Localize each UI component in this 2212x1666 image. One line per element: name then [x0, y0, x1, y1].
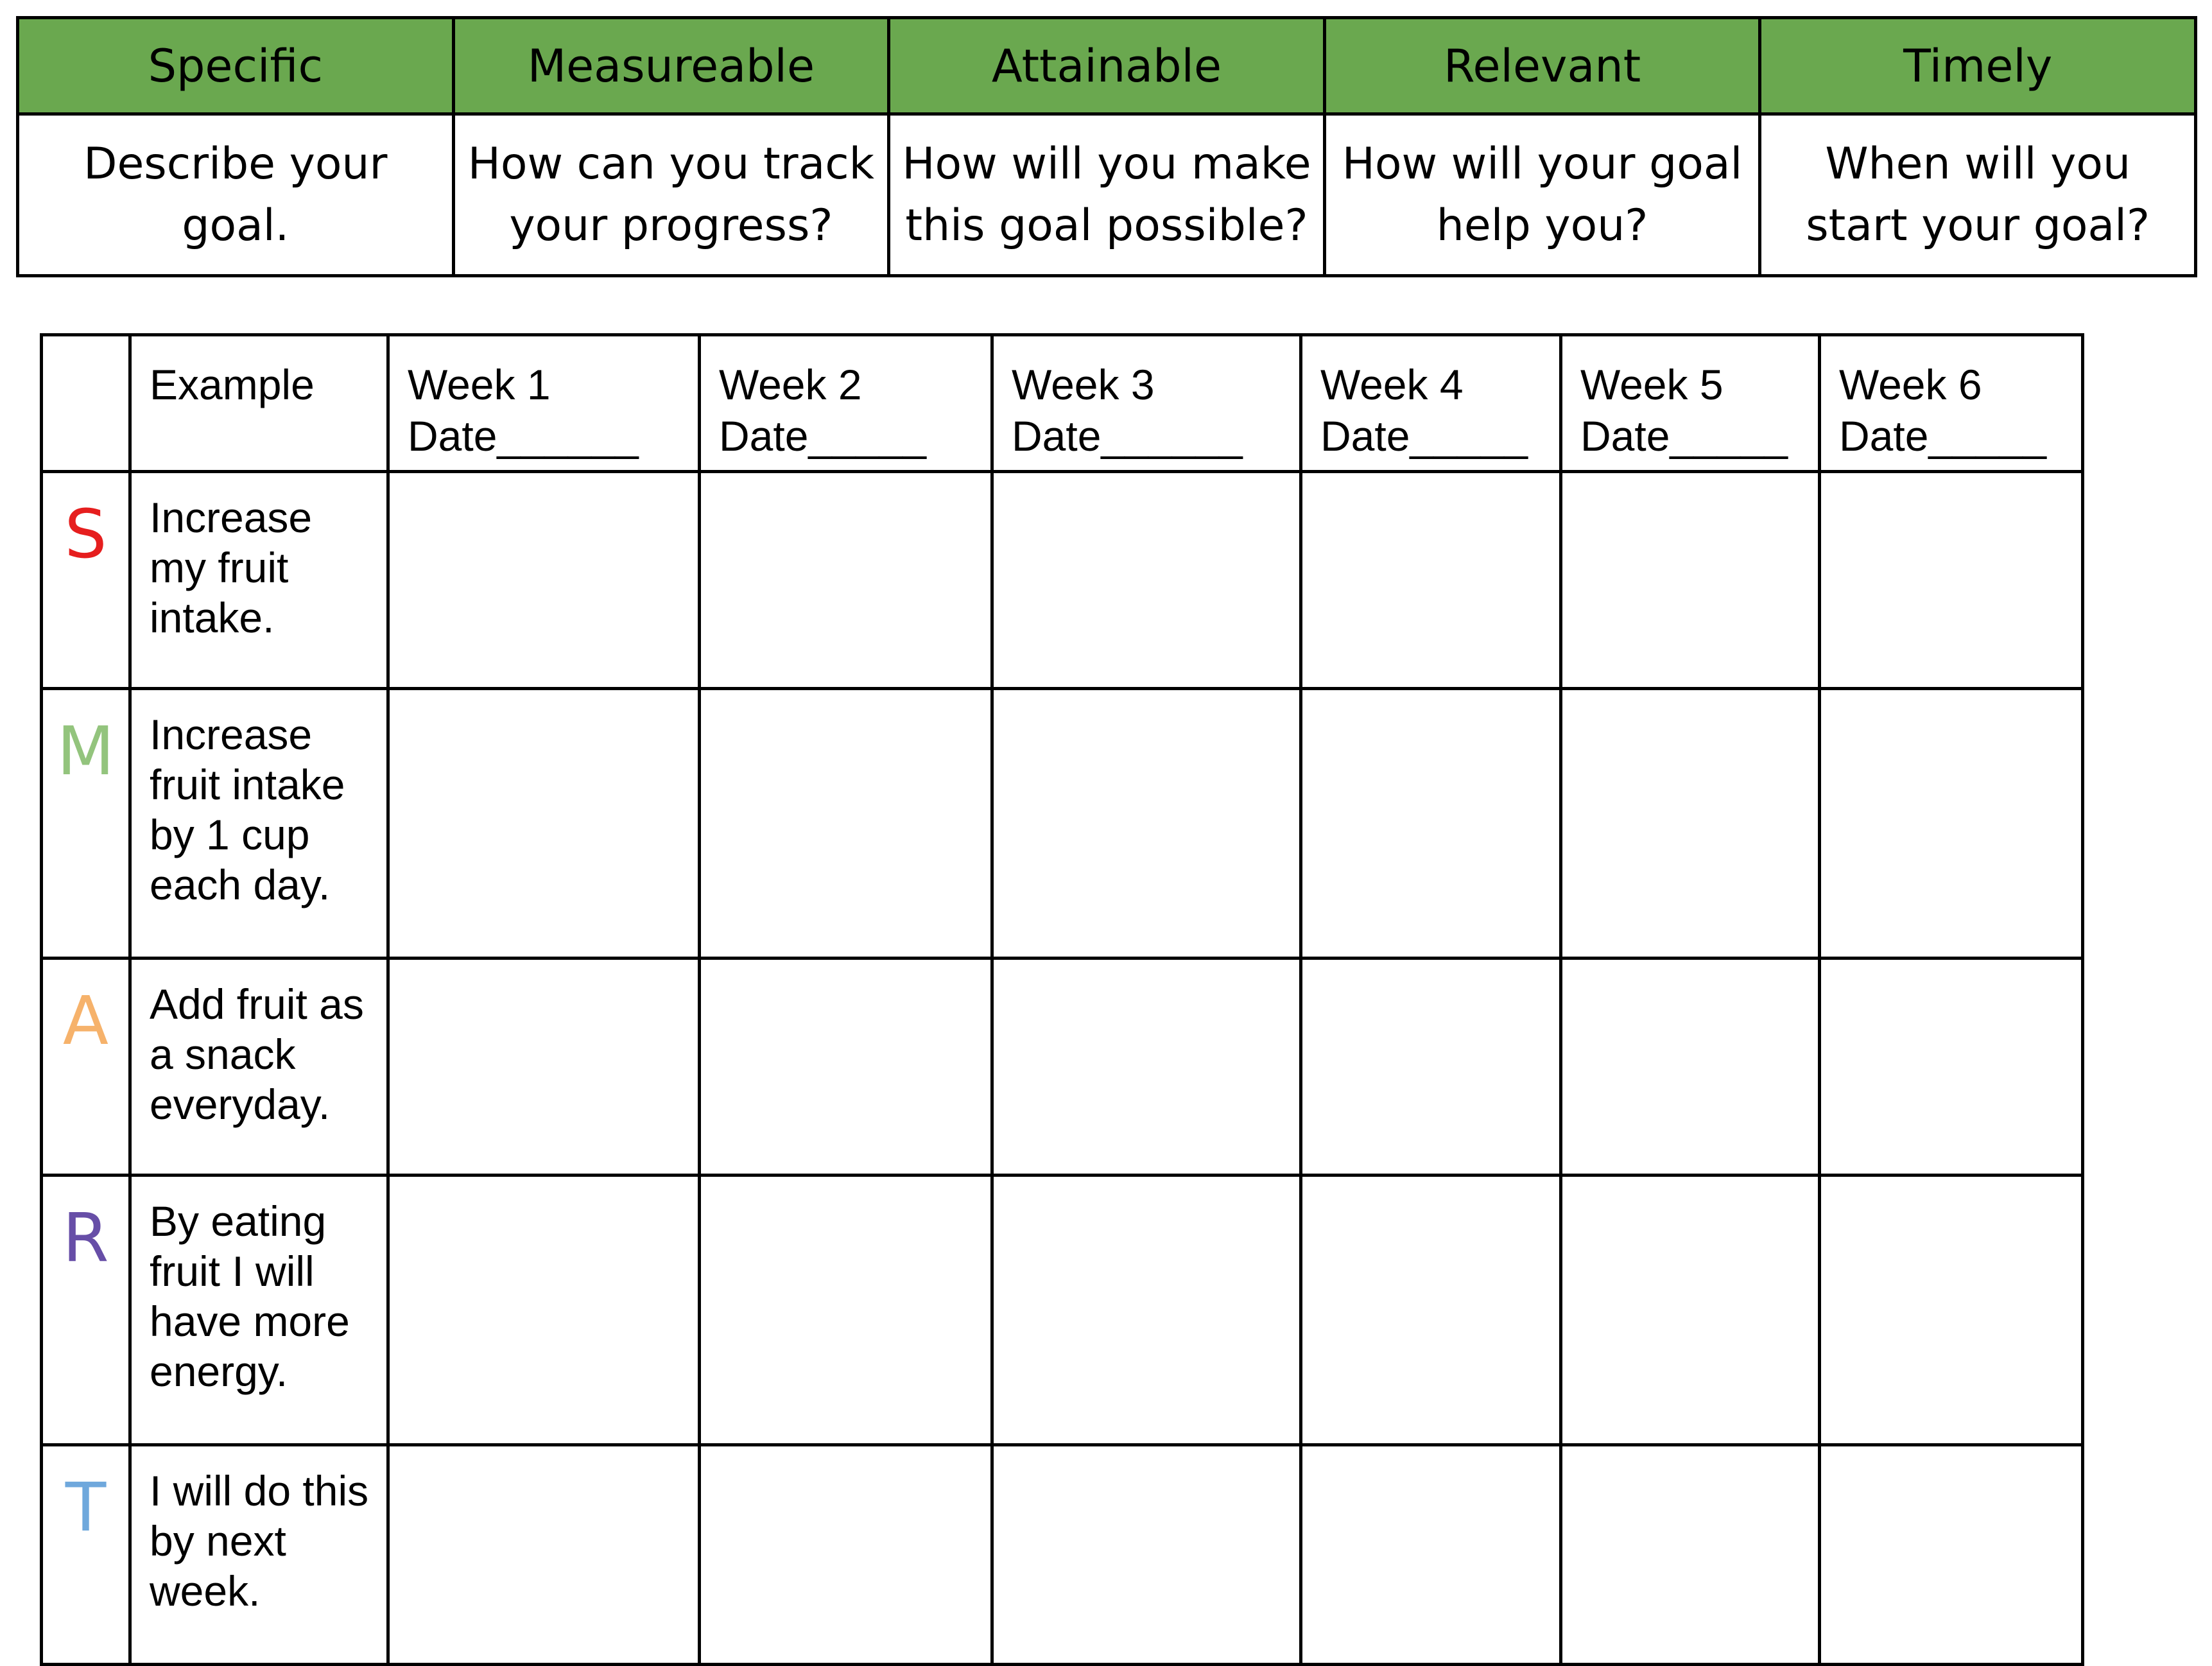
smart-header-row [18, 18, 2196, 114]
week-cell[interactable] [388, 689, 700, 959]
week-cell[interactable] [1820, 1176, 2083, 1445]
table-row [42, 1176, 2083, 1445]
row-letter-a: A [42, 959, 130, 1176]
prompt-timely: When will you start your goal? [1760, 114, 2196, 276]
corner-cell [42, 335, 130, 472]
week-cell[interactable] [1301, 689, 1561, 959]
prompt-specific: Describe your goal. [18, 114, 454, 276]
table-row [42, 1445, 2083, 1665]
week-cell[interactable] [992, 1176, 1301, 1445]
week-3-header: Week 3 Date______ [992, 335, 1301, 472]
week-1-header: Week 1 Date______ [388, 335, 700, 472]
week-cell[interactable] [1820, 689, 2083, 959]
table-row [42, 959, 2083, 1176]
week-3-date[interactable]: Date______ [1012, 412, 1243, 460]
week-cell[interactable] [1561, 472, 1820, 689]
row-letter-s: S [42, 472, 130, 689]
table-row [42, 472, 2083, 689]
week-cell[interactable] [1301, 959, 1561, 1176]
week-cell[interactable] [992, 472, 1301, 689]
row-letter-m: M [42, 689, 130, 959]
header-attainable: Attainable [889, 18, 1325, 114]
week-cell[interactable] [700, 1176, 992, 1445]
week-1-date[interactable]: Date______ [408, 412, 639, 460]
table-row [42, 689, 2083, 959]
week-4-header: Week 4 Date_____ [1301, 335, 1561, 472]
week-6-header: Week 6 Date_____ [1820, 335, 2083, 472]
week-cell[interactable] [388, 1176, 700, 1445]
week-cell[interactable] [700, 1445, 992, 1665]
week-cell[interactable] [1561, 1176, 1820, 1445]
week-5-header: Week 5 Date_____ [1561, 335, 1820, 472]
week-5-date[interactable]: Date_____ [1580, 412, 1788, 460]
example-measureable: Increase fruit intake by 1 cup each day. [130, 689, 388, 959]
week-cell[interactable] [1820, 472, 2083, 689]
header-measureable: Measureable [453, 18, 889, 114]
week-cell[interactable] [1561, 1445, 1820, 1665]
week-cell[interactable] [1561, 959, 1820, 1176]
week-cell[interactable] [700, 959, 992, 1176]
week-cell[interactable] [1301, 1176, 1561, 1445]
header-timely: Timely [1760, 18, 2196, 114]
week-cell[interactable] [388, 1445, 700, 1665]
week-2-header: Week 2 Date_____ [700, 335, 992, 472]
example-header: Example [130, 335, 388, 472]
row-letter-r: R [42, 1176, 130, 1445]
row-letter-t: T [42, 1445, 130, 1665]
week-cell[interactable] [1820, 1445, 2083, 1665]
week-cell[interactable] [992, 1445, 1301, 1665]
prompt-attainable: How will you make this goal possible? [889, 114, 1325, 276]
week-cell[interactable] [700, 472, 992, 689]
smart-definition-table [16, 16, 2197, 277]
week-cell[interactable] [388, 472, 700, 689]
example-attainable: Add fruit as a snack everyday. [130, 959, 388, 1176]
week-cell[interactable] [992, 689, 1301, 959]
prompt-measureable: How can you track your progress? [453, 114, 889, 276]
week-4-date[interactable]: Date_____ [1320, 412, 1528, 460]
week-cell[interactable] [992, 959, 1301, 1176]
prompt-relevant: How will your goal help you? [1324, 114, 1760, 276]
example-specific: Increase my fruit intake. [130, 472, 388, 689]
week-cell[interactable] [700, 689, 992, 959]
header-specific: Specific [18, 18, 454, 114]
header-relevant: Relevant [1324, 18, 1760, 114]
week-6-date[interactable]: Date_____ [1839, 412, 2046, 460]
week-cell[interactable] [1301, 472, 1561, 689]
example-relevant: By eating fruit I will have more energy. [130, 1176, 388, 1445]
week-cell[interactable] [388, 959, 700, 1176]
week-cell[interactable] [1301, 1445, 1561, 1665]
example-timely: I will do this by next week. [130, 1445, 388, 1665]
smart-prompt-row [18, 114, 2196, 276]
week-cell[interactable] [1561, 689, 1820, 959]
week-2-date[interactable]: Date_____ [719, 412, 926, 460]
tracker-header-row [42, 335, 2083, 472]
week-cell[interactable] [1820, 959, 2083, 1176]
weekly-tracker-table [40, 333, 2084, 1666]
